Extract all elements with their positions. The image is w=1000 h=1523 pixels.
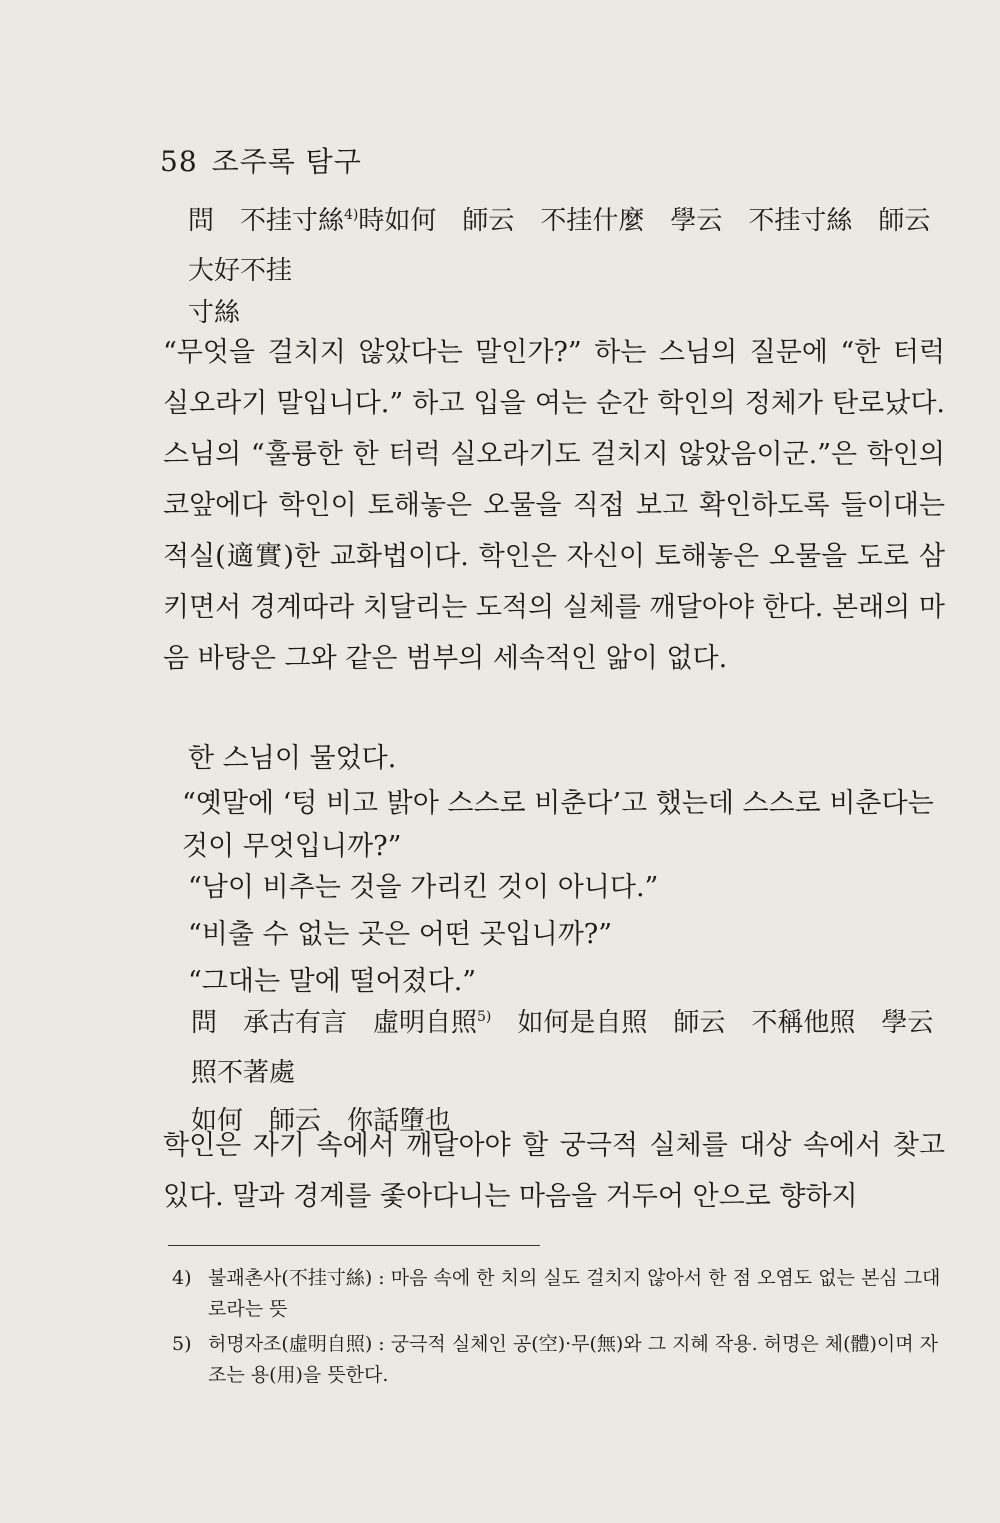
- dialogue-line: “비출 수 없는 곳은 어떤 곳입니까?”: [188, 919, 613, 950]
- footnote-text: 허명자조(虛明自照) : 궁극적 실체인 공(空)·무(無)와 그 지혜 작용. 허명은 체(體)이며 자조는 용(用)을 뜻한다.: [208, 1333, 939, 1386]
- footnotes: [172, 1263, 947, 1395]
- footnote-ref-5: 5): [477, 1009, 492, 1025]
- page-number: 58: [160, 145, 198, 178]
- chinese-line: 寸絲: [188, 298, 241, 328]
- chinese-line: 如何 師云 你話墮也: [191, 1106, 452, 1136]
- chinese-passage-1: [188, 190, 957, 338]
- footnote-text: 불괘촌사(不挂寸絲) : 마음 속에 한 치의 실도 걸치지 않아서 한 점 오염도 없는 본심 그대로라는 뜻: [208, 1267, 941, 1320]
- footnote-divider: [168, 1245, 540, 1246]
- chinese-line: 問 不挂寸絲$^{4)}$時如何 師云 不挂什麼 學云 不挂寸絲 師云 大好不挂: [188, 206, 957, 286]
- dialogue-line: “옛말에 ‘텅 비고 밝아 스스로 비춘다’고 했는데 스스로 비춘다는 것이 무엇입니까?”: [182, 788, 934, 862]
- running-head: [160, 140, 362, 180]
- footnote-4: [172, 1263, 947, 1325]
- footnote-ref-4: 4): [344, 207, 359, 223]
- chinese-line: 問 承古有言 虛明自照$^{5)}$ 如何是自照 師云 不稱他照 學云 照不著處: [191, 1008, 960, 1088]
- commentary-paragraph-2: 학인은 자기 속에서 깨달아야 할 궁극적 실체를 대상 속에서 찾고 있다. 말과 경계를 좇아다니는 마음을 거두어 안으로 향하지: [163, 1130, 945, 1212]
- dialogue-line: “그대는 말에 떨어졌다.”: [188, 966, 477, 997]
- dialogue-line: 한 스님이 물었다.: [188, 743, 397, 774]
- footnote-5: [172, 1329, 947, 1391]
- commentary-paragraph-1: “무엇을 걸치지 않았다는 말인가?” 하는 스님의 질문에 “한 터럭 실오라기 말입니다.” 하고 입을 여는 순간 학인의 정체가 탄로났다. 스님의 “훌륭한 한 터럭 실오라기도 걸치지 않았음이군.”은 학인의 코앞에다 학인이 토해놓은 오물을 직접 보고 확인하도록 들이대는 적실(適實)한 교화법이다. 학인은 자신이 토해놓은 오물을 도로 삼키면서 경계따라 치달리는 도적의 실체를 깨달아야 한다. 본래의 마음 바탕은 그와 같은 범부의 세속적인 앎이 없다.: [163, 337, 945, 674]
- footnote-number: 5): [172, 1333, 192, 1355]
- book-title: 조주록 탐구: [211, 145, 362, 178]
- dialogue: [182, 735, 948, 1005]
- dialogue-line: “남이 비추는 것을 가리킨 것이 아니다.”: [188, 872, 659, 903]
- footnote-number: 4): [172, 1267, 192, 1289]
